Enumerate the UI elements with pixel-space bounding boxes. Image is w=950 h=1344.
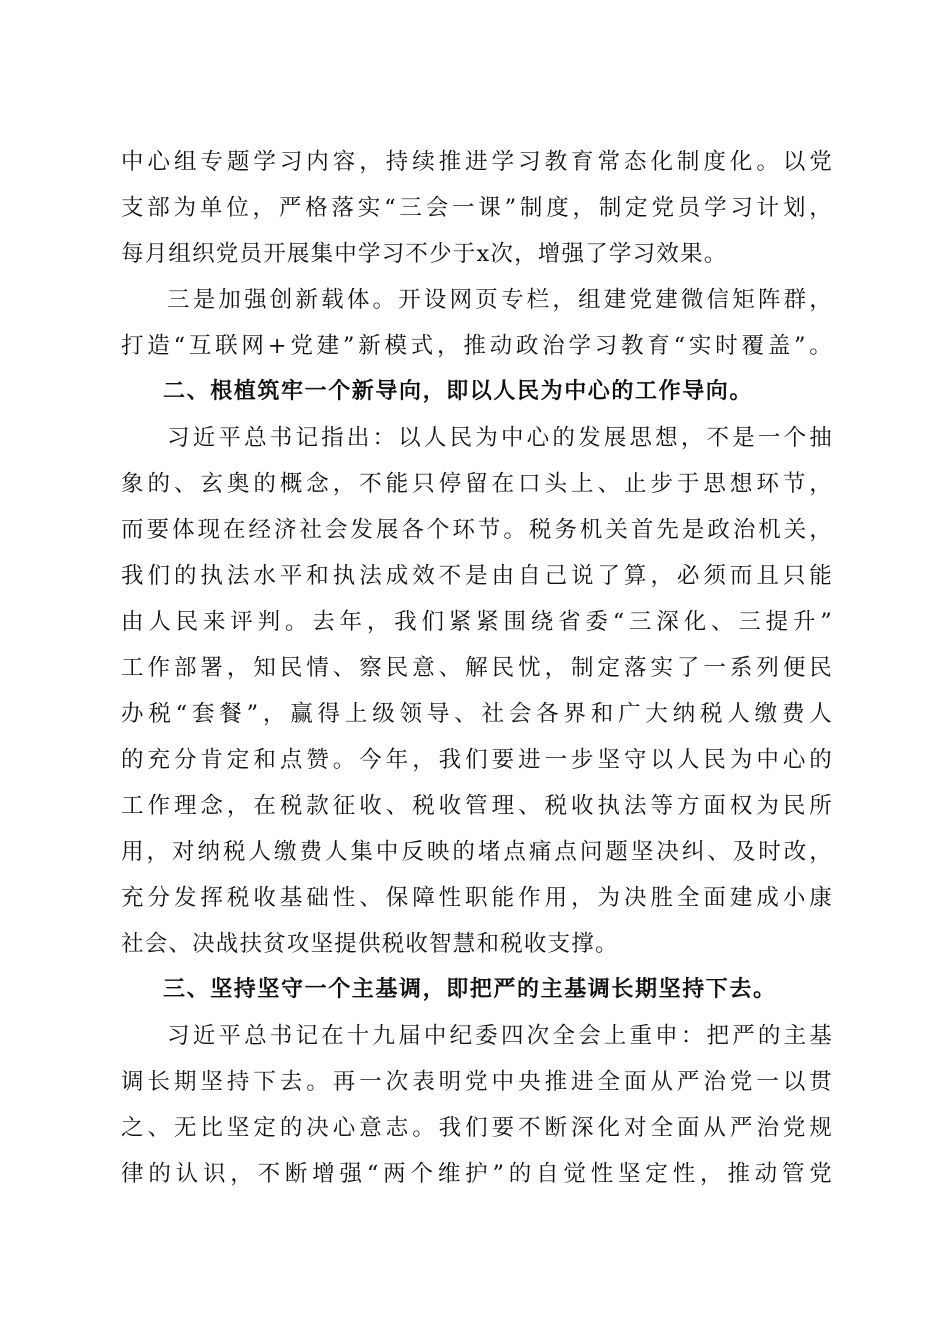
paragraph-3-line-10: 用，对纳税人缴费人集中反映的堵点痛点问题坚决纠、及时改， (121, 839, 833, 865)
paragraph-3-line-5: 由人民来评判。去年，我们紧紧围绕省委“三深化、三提升” (121, 609, 833, 635)
paragraph-1-line-2: 支部为单位，严格落实“三会一课”制度，制定党员学习计划， (121, 195, 833, 221)
paragraph-3-line-7: 办税“套餐”，赢得上级领导、社会各界和广大纳税人缴费人 (121, 701, 833, 727)
paragraph-4-line-3: 之、无比坚定的决心意志。我们要不断深化对全面从严治党规 (121, 1115, 833, 1141)
paragraph-2-line-2: 打造“互联网+党建”新模式，推动政治学习教育“实时覆盖”。 (121, 333, 833, 359)
paragraph-3-line-11: 充分发挥税收基础性、保障性职能作用，为决胜全面建成小康 (121, 885, 833, 911)
paragraph-4-line-1: 习近平总书记在十九届中纪委四次全会上重申：把严的主基 (167, 1023, 833, 1049)
paragraph-3-line-8: 的充分肯定和点赞。今年，我们要进一步坚守以人民为中心的 (121, 747, 833, 773)
paragraph-3-line-2: 象的、玄奥的概念，不能只停留在口头上、止步于思想环节， (121, 471, 833, 497)
section-heading-3: 三、坚持坚守一个主基调，即把严的主基调长期坚持下去。 (163, 977, 777, 1002)
section-heading-2: 二、根植筑牢一个新导向，即以人民为中心的工作导向。 (163, 379, 754, 404)
paragraph-4-line-4: 律的认识，不断增强“两个维护”的自觉性坚定性，推动管党 (121, 1161, 833, 1187)
paragraph-3-line-9: 工作理念，在税款征收、税收管理、税收执法等方面权为民所 (121, 793, 833, 819)
paragraph-1-line-1: 中心组专题学习内容，持续推进学习教育常态化制度化。以党 (121, 149, 833, 175)
paragraph-3-line-3: 而要体现在经济社会发展各个环节。税务机关首先是政治机关， (121, 517, 833, 543)
paragraph-2-line-1: 三是加强创新载体。开设网页专栏，组建党建微信矩阵群， (167, 287, 833, 313)
paragraph-3-line-12: 社会、决战扶贫攻坚提供税收智慧和税收支撑。 (121, 931, 619, 957)
paragraph-1-line-3: 每月组织党员开展集中学习不少于x次，增强了学习效果。 (121, 241, 728, 267)
paragraph-3-line-1: 习近平总书记指出：以人民为中心的发展思想，不是一个抽 (167, 425, 833, 451)
paragraph-3-line-6: 工作部署，知民情、察民意、解民忧，制定落实了一系列便民 (121, 655, 833, 681)
paragraph-4-line-2: 调长期坚持下去。再一次表明党中央推进全面从严治党一以贯 (121, 1069, 833, 1095)
paragraph-3-line-4: 我们的执法水平和执法成效不是由自己说了算，必须而且只能 (121, 563, 833, 589)
